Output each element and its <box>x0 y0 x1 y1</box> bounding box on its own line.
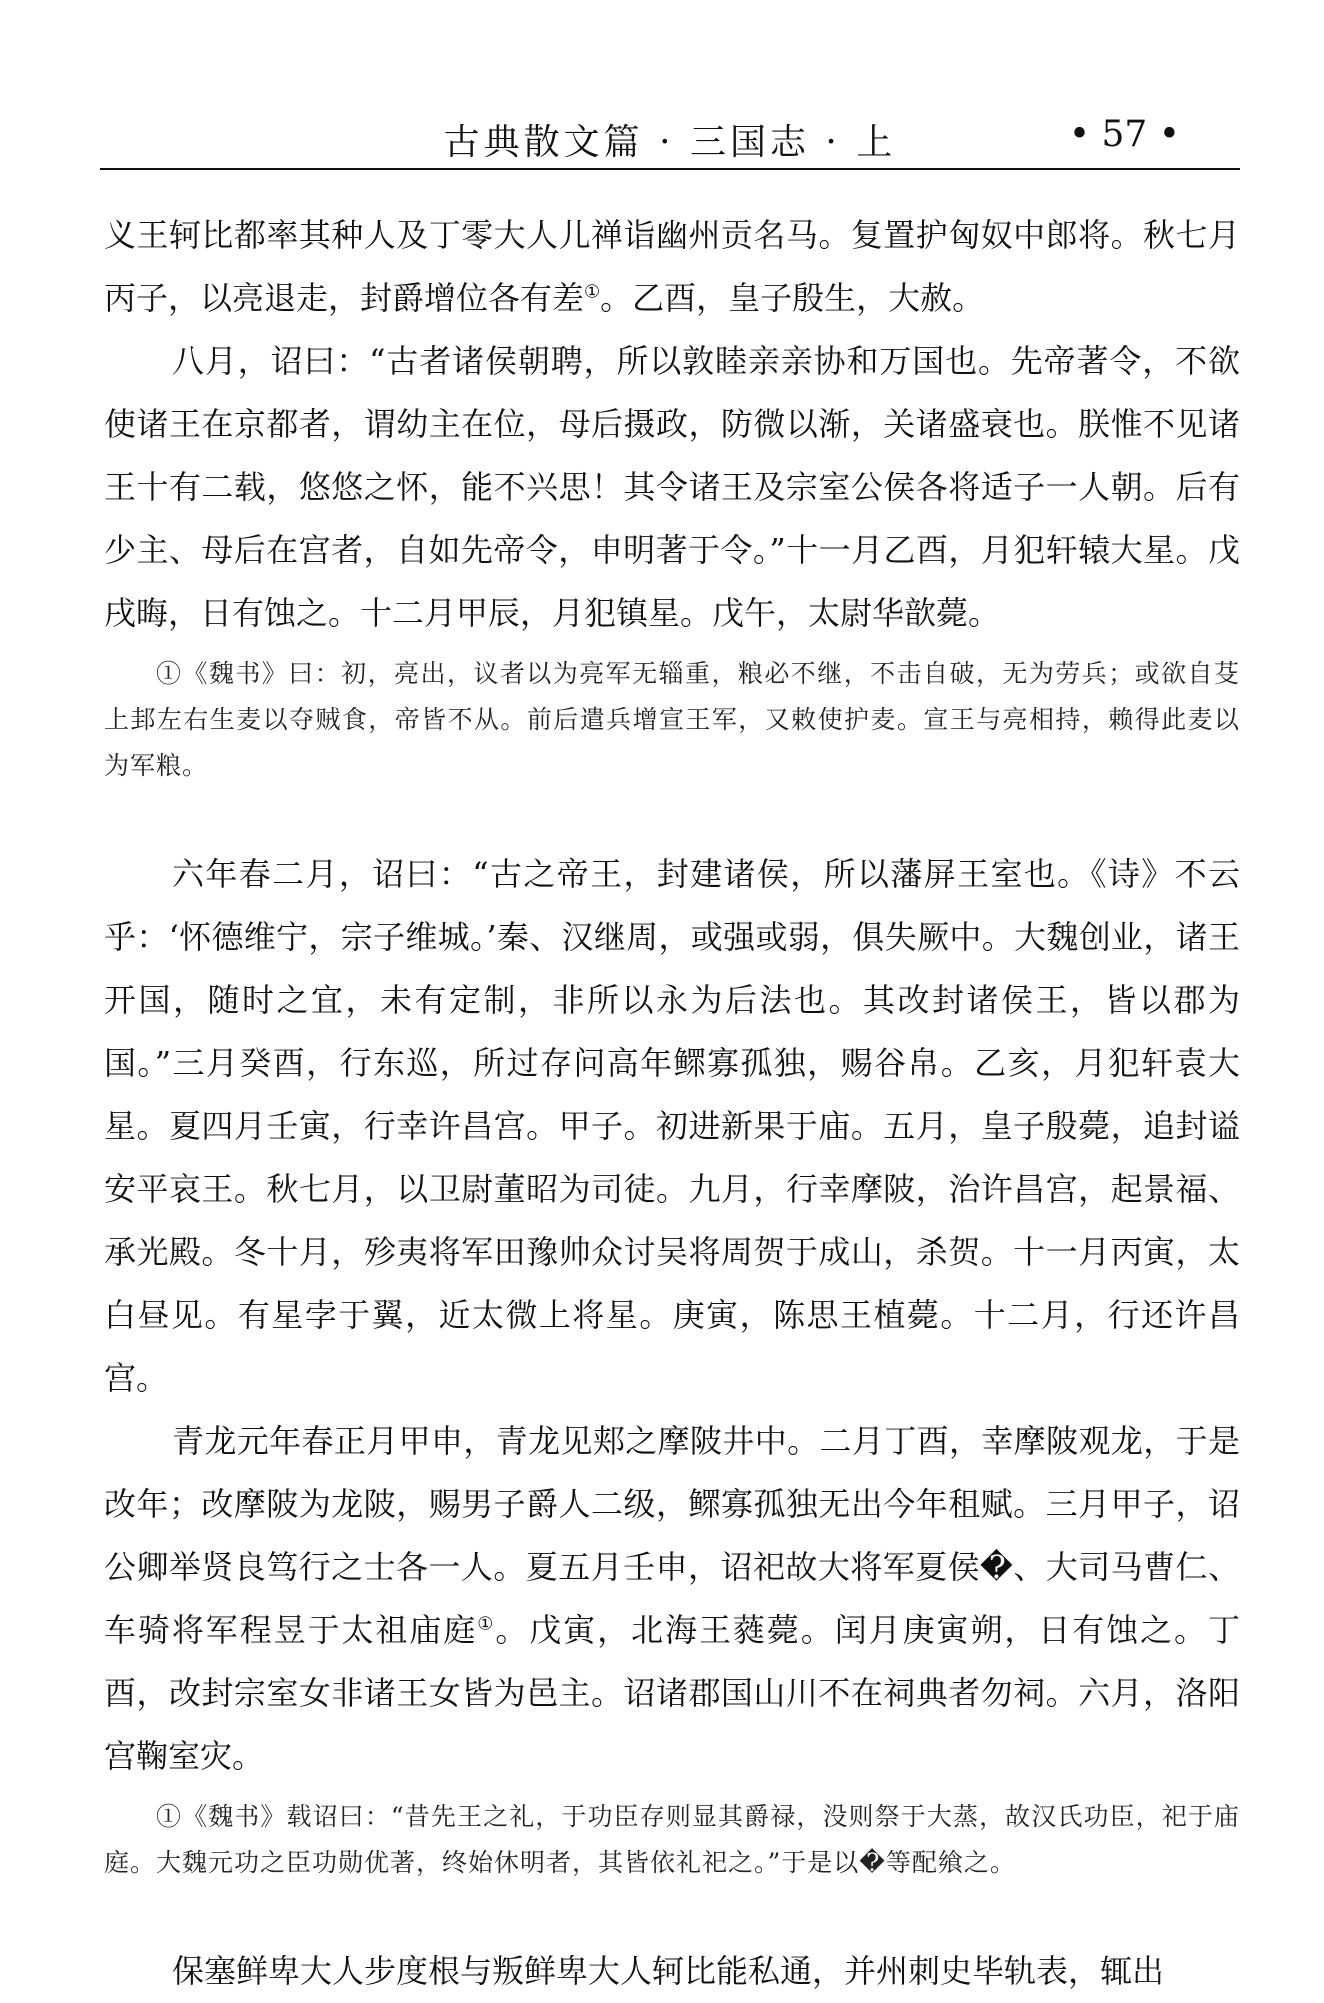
spacer <box>104 789 1240 843</box>
paragraph: 六年春二月，诏曰：“古之帝王，封建诸侯，所以藩屏王室也。《诗》不云乎：‘怀德维宁，宗子维城。’秦、汉继周，或强或弱，俱失厥中。大魏创业，诸王开国，随时之宜，未有定制，非所以永为后法也。其改封诸侯王，皆以郡为国。”三月癸酉，行东巡，所过存问高年鳏寡孤独，赐谷帛。乙亥，月犯轩袁大星。夏四月壬寅，行幸许昌宫。甲子。初进新果于庙。五月，皇子殷薨，追封谥安平哀王。秋七月，以卫尉董昭为司徒。九月，行幸摩陂，治许昌宫，起景福、承光殿。冬十月，殄夷将军田豫帅众讨吴将周贺于成山，杀贺。十一月丙寅，太白昼见。有星孛于翼，近太微上将星。庚寅，陈思王植薨。十二月，行还许昌宫。 <box>104 855 1240 1397</box>
footnote: ①《魏书》载诏曰：“昔先王之礼，于功臣存则显其爵禄，没则祭于大蒸，故汉氏功臣，祀于庙庭。大魏元功之臣功勋优著，终始休明者，其皆依礼祀之。”于是以�等配飨之。 <box>104 1802 1240 1877</box>
footnote-block <box>104 651 1240 789</box>
paragraph <box>104 1410 1240 1788</box>
paragraph-text-tail: 。戊寅，北海王蕤薨。闰月庚寅朔，日有蚀之。丁酉，改封宗室女非诸王女皆为邑主。诏诸郡国山川不在祠典者勿祠。六月，洛阳宫鞠室灾。 <box>104 1611 1240 1775</box>
footnote: ①《魏书》曰：初，亮出，议者以为亮军无辎重，粮必不继，不击自破，无为劳兵；或欲自芟上邽左右生麦以夺贼食，帝皆不从。前后遣兵增宣王军，又敕使护麦。宣王与亮相持，赖得此麦以为军粮。 <box>104 659 1240 780</box>
paragraph-text-tail: 。乙酉，皇子殷生，大赦。 <box>600 279 985 317</box>
spacer <box>104 1886 1240 1940</box>
running-title: 古典散文篇 · 三国志 · 上 <box>443 122 897 163</box>
paragraph-text: 义王轲比都率其种人及丁零大人儿禅诣幽州贡名马。复置护匈奴中郎将。秋七月丙子，以亮退走，封爵增位各有差 <box>104 216 1240 317</box>
paragraph-continued <box>104 204 1240 330</box>
running-header <box>100 100 1240 170</box>
paragraph: 八月，诏曰：“古者诸侯朝聘，所以敦睦亲亲协和万国也。先帝著令，不欲使诸王在京都者，谓幼主在位，母后摄政，防微以渐，关诸盛衰也。朕惟不见诸王十有二载，悠悠之怀，能不兴思！其令诸王及宗室公侯各将适子一人朝。后有少主、母后在宫者，自如先帝令，申明著于令。”十一月乙酉，月犯轩辕大星。戊戌晦，日有蚀之。十二月甲辰，月犯镇星。戊午，太尉华歆薨。 <box>104 342 1240 632</box>
page-number: • 57 • <box>1068 114 1180 155</box>
paragraph-text: 青龙元年春正月甲申，青龙见郏之摩陂井中。二月丁酉，幸摩陂观龙，于是改年；改摩陂为龙陂，赐男子爵人二级，鳏寡孤独无出今年租赋。三月甲子，诏公卿举贤良笃行之士各一人。夏五月壬申，诏祀故大将军夏侯�、大司马曹仁、车骑将军程昱于太祖庙庭 <box>104 1422 1240 1649</box>
footnote-block <box>104 1794 1240 1886</box>
body-text <box>104 204 1240 2003</box>
footnote-marker: ① <box>477 1613 496 1635</box>
paragraph: 保塞鲜卑大人步度根与叛鲜卑大人轲比能私通，并州刺史毕轨表，辄出 <box>172 1952 1165 1990</box>
footnote-marker: ① <box>584 281 601 303</box>
